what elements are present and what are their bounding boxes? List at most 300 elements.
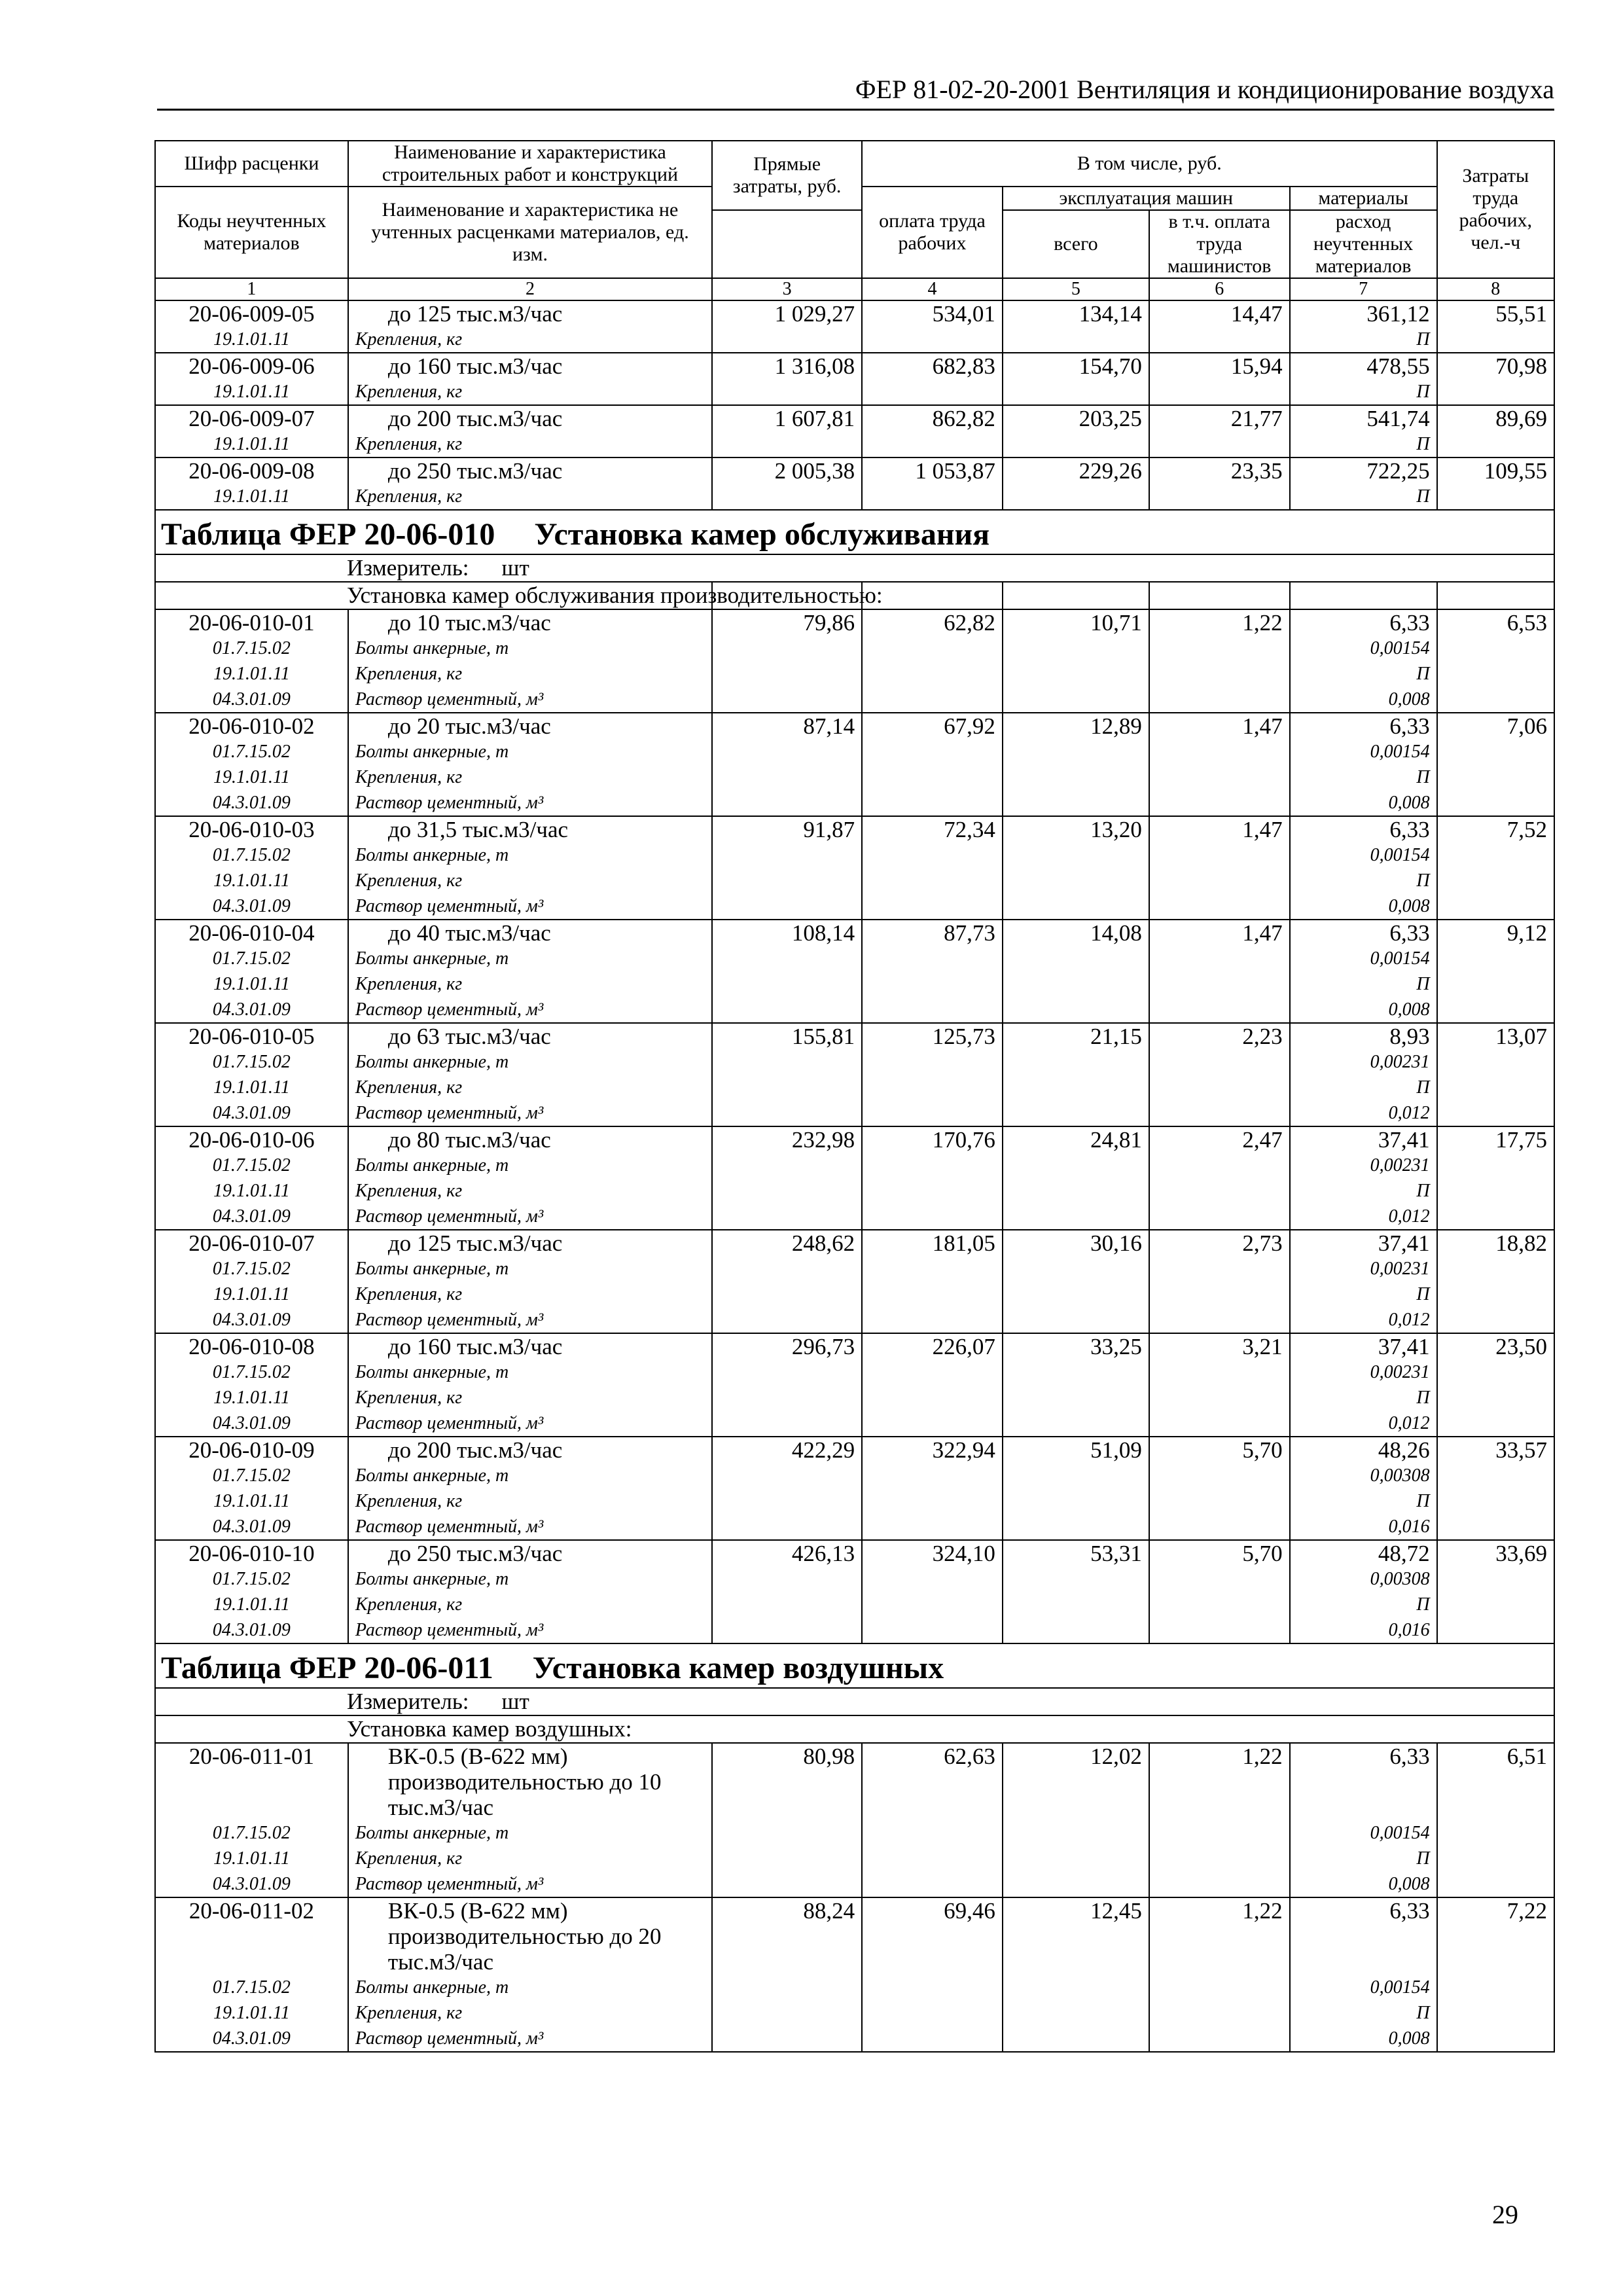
empty-cell bbox=[1437, 1282, 1554, 1307]
empty-cell bbox=[1149, 1385, 1290, 1410]
material-code: 19.1.01.11 bbox=[155, 1178, 348, 1204]
rate-direct: 79,86 bbox=[712, 609, 862, 636]
rate-labor: 18,82 bbox=[1437, 1230, 1554, 1256]
material-qty: 0,00154 bbox=[1290, 1820, 1437, 1846]
material-name: Крепления, кг bbox=[348, 431, 712, 457]
rate-mach-wage: 1,47 bbox=[1149, 920, 1290, 946]
rate-mach-wage: 1,22 bbox=[1149, 1897, 1290, 1975]
material-row bbox=[155, 1049, 1554, 1075]
rate-mach: 51,09 bbox=[1003, 1437, 1149, 1463]
rate-name bbox=[348, 1897, 712, 1975]
empty-cell bbox=[712, 1410, 862, 1437]
material-name: Болты анкерные, т bbox=[348, 842, 712, 868]
empty-cell bbox=[1437, 661, 1554, 687]
material-row bbox=[155, 946, 1554, 971]
material-qty: 0,008 bbox=[1290, 2026, 1437, 2052]
rate-code: 20-06-010-04 bbox=[155, 920, 348, 946]
rate-mat: 478,55 bbox=[1290, 353, 1437, 379]
material-code: 19.1.01.11 bbox=[155, 1385, 348, 1410]
col-materials-sub-header: расход неучтенных материалов bbox=[1290, 210, 1437, 278]
rate-mach-wage: 1,22 bbox=[1149, 1743, 1290, 1820]
empty-cell bbox=[862, 739, 1003, 764]
empty-cell bbox=[1437, 1178, 1554, 1204]
empty-cell bbox=[1149, 1592, 1290, 1617]
material-row bbox=[155, 1463, 1554, 1488]
rate-mach: 12,89 bbox=[1003, 713, 1149, 739]
material-name: Раствор цементный, м³ bbox=[348, 687, 712, 713]
empty-cell bbox=[1149, 2000, 1290, 2026]
rate-mach: 21,15 bbox=[1003, 1023, 1149, 1049]
empty-cell bbox=[1003, 893, 1149, 920]
document-title: ФЕР 81-02-20-2001 Вентиляция и кондиционирование воздуха bbox=[855, 75, 1554, 104]
rate-name-line: ВК-0.5 (В-622 мм) bbox=[387, 1744, 568, 1769]
material-code: 19.1.01.11 bbox=[155, 764, 348, 790]
material-row bbox=[155, 2026, 1554, 2052]
empty-cell bbox=[1149, 1410, 1290, 1437]
rate-direct: 1 029,27 bbox=[712, 300, 862, 327]
empty-cell bbox=[1003, 1514, 1149, 1540]
rate-wage: 67,92 bbox=[862, 713, 1003, 739]
empty-cell bbox=[1149, 868, 1290, 893]
rate-direct: 296,73 bbox=[712, 1333, 862, 1359]
empty-cell bbox=[862, 1410, 1003, 1437]
material-name: Крепления, кг bbox=[348, 1178, 712, 1204]
col-direct-header: Прямые затраты, руб. bbox=[712, 141, 862, 210]
rate-row bbox=[155, 816, 1554, 842]
empty-cell bbox=[712, 1359, 862, 1385]
empty-cell bbox=[1003, 997, 1149, 1023]
measure-label: Измеритель: bbox=[347, 1689, 469, 1714]
empty-cell bbox=[1149, 2026, 1290, 2052]
rate-mat: 37,41 bbox=[1290, 1126, 1437, 1153]
empty-cell bbox=[712, 739, 862, 764]
material-qty: 0,00308 bbox=[1290, 1463, 1437, 1488]
empty-cell bbox=[862, 1282, 1003, 1307]
rate-mat: 6,33 bbox=[1290, 920, 1437, 946]
material-qty: П bbox=[1290, 764, 1437, 790]
empty-cell bbox=[862, 1307, 1003, 1333]
rate-wage: 72,34 bbox=[862, 816, 1003, 842]
empty-cell bbox=[1437, 2000, 1554, 2026]
empty-cell bbox=[862, 1204, 1003, 1230]
empty-cell bbox=[712, 1463, 862, 1488]
empty-cell bbox=[1149, 1256, 1290, 1282]
material-name: Раствор цементный, м³ bbox=[348, 997, 712, 1023]
measure-unit: шт bbox=[501, 555, 529, 581]
rate-mach: 12,02 bbox=[1003, 1743, 1149, 1820]
rate-row bbox=[155, 1023, 1554, 1049]
empty-cell bbox=[862, 484, 1003, 510]
empty-cell bbox=[1437, 1617, 1554, 1643]
empty-cell bbox=[1149, 1975, 1290, 2000]
rate-code: 20-06-010-09 bbox=[155, 1437, 348, 1463]
empty-cell bbox=[712, 868, 862, 893]
material-qty: П bbox=[1290, 661, 1437, 687]
material-code: 04.3.01.09 bbox=[155, 1514, 348, 1540]
rate-labor: 89,69 bbox=[1437, 405, 1554, 431]
material-code: 04.3.01.09 bbox=[155, 997, 348, 1023]
rate-wage: 324,10 bbox=[862, 1540, 1003, 1566]
rate-name-line: производительностью до 20 bbox=[387, 1924, 662, 1949]
empty-cell bbox=[1149, 764, 1290, 790]
empty-cell bbox=[862, 1075, 1003, 1100]
rate-mach: 10,71 bbox=[1003, 609, 1149, 636]
material-name: Болты анкерные, т bbox=[348, 1975, 712, 2000]
material-name: Крепления, кг bbox=[348, 1846, 712, 1871]
rate-name-line: тыс.м3/час bbox=[387, 1949, 493, 1975]
empty-cell bbox=[1003, 1385, 1149, 1410]
empty-cell bbox=[1149, 997, 1290, 1023]
empty-cell bbox=[862, 1488, 1003, 1514]
empty-cell bbox=[1437, 431, 1554, 457]
empty-cell bbox=[1003, 1359, 1149, 1385]
rate-name bbox=[348, 1743, 712, 1820]
empty-cell bbox=[1149, 661, 1290, 687]
empty-cell bbox=[1003, 379, 1149, 405]
rate-mat: 48,26 bbox=[1290, 1437, 1437, 1463]
empty-cell bbox=[1003, 1153, 1149, 1178]
empty-cell bbox=[862, 2026, 1003, 2052]
rate-mat: 541,74 bbox=[1290, 405, 1437, 431]
rate-direct: 155,81 bbox=[712, 1023, 862, 1049]
rate-mach-wage: 23,35 bbox=[1149, 457, 1290, 484]
material-name: Раствор цементный, м³ bbox=[348, 1514, 712, 1540]
material-name: Крепления, кг bbox=[348, 1282, 712, 1307]
empty-cell bbox=[862, 842, 1003, 868]
empty-cell bbox=[712, 431, 862, 457]
material-row bbox=[155, 431, 1554, 457]
empty-cell bbox=[1437, 379, 1554, 405]
empty-cell bbox=[1003, 1100, 1149, 1126]
material-row bbox=[155, 1178, 1554, 1204]
empty-cell bbox=[1149, 1359, 1290, 1385]
rate-name: до 40 тыс.м3/час bbox=[348, 920, 712, 946]
material-qty: 0,016 bbox=[1290, 1617, 1437, 1643]
empty-cell bbox=[1003, 2000, 1149, 2026]
empty-cell bbox=[1437, 997, 1554, 1023]
material-code: 19.1.01.11 bbox=[155, 661, 348, 687]
empty-cell bbox=[862, 1514, 1003, 1540]
rate-wage: 62,82 bbox=[862, 609, 1003, 636]
rate-name: до 125 тыс.м3/час bbox=[348, 1230, 712, 1256]
empty-cell bbox=[862, 2000, 1003, 2026]
rate-direct: 1 316,08 bbox=[712, 353, 862, 379]
empty-cell bbox=[712, 1617, 862, 1643]
material-code: 19.1.01.11 bbox=[155, 1488, 348, 1514]
col-name-header: Наименование и характеристика строительных работ и конструкций bbox=[348, 141, 712, 187]
rate-labor: 7,52 bbox=[1437, 816, 1554, 842]
rate-direct: 232,98 bbox=[712, 1126, 862, 1153]
material-row bbox=[155, 1256, 1554, 1282]
empty-cell bbox=[862, 327, 1003, 353]
material-name: Крепления, кг bbox=[348, 1488, 712, 1514]
material-row bbox=[155, 764, 1554, 790]
material-name: Болты анкерные, т bbox=[348, 946, 712, 971]
material-name: Крепления, кг bbox=[348, 868, 712, 893]
empty-cell bbox=[712, 1592, 862, 1617]
empty-cell bbox=[862, 971, 1003, 997]
empty-cell bbox=[862, 1617, 1003, 1643]
col-incl-header: В том числе, руб. bbox=[862, 141, 1437, 187]
material-name: Болты анкерные, т bbox=[348, 1820, 712, 1846]
col-num: 4 bbox=[862, 278, 1003, 300]
empty-cell bbox=[1149, 1100, 1290, 1126]
empty-cell bbox=[862, 636, 1003, 661]
table-title-label: Таблица ФЕР 20-06-011 bbox=[161, 1651, 493, 1685]
rate-code: 20-06-010-08 bbox=[155, 1333, 348, 1359]
empty-cell bbox=[712, 1178, 862, 1204]
material-qty: 0,012 bbox=[1290, 1204, 1437, 1230]
empty-cell bbox=[1437, 1385, 1554, 1410]
rate-code: 20-06-009-05 bbox=[155, 300, 348, 327]
empty-cell bbox=[1437, 1307, 1554, 1333]
rate-mat: 6,33 bbox=[1290, 1743, 1437, 1820]
empty-cell bbox=[1003, 1410, 1149, 1437]
col-machines-wage-header: в т.ч. оплата труда машинистов bbox=[1149, 210, 1290, 278]
material-qty: 0,008 bbox=[1290, 893, 1437, 920]
rate-mach: 24,81 bbox=[1003, 1126, 1149, 1153]
empty-cell bbox=[1149, 946, 1290, 971]
empty-cell bbox=[862, 1463, 1003, 1488]
material-code: 19.1.01.11 bbox=[155, 379, 348, 405]
material-row bbox=[155, 971, 1554, 997]
empty-cell bbox=[1437, 1153, 1554, 1178]
empty-cell bbox=[1003, 971, 1149, 997]
rate-mach: 12,45 bbox=[1003, 1897, 1149, 1975]
empty-cell bbox=[712, 1846, 862, 1871]
material-qty: 0,00231 bbox=[1290, 1049, 1437, 1075]
empty-cell bbox=[1437, 1488, 1554, 1514]
empty-cell bbox=[862, 1385, 1003, 1410]
empty-cell bbox=[1003, 1846, 1149, 1871]
empty-cell bbox=[1437, 971, 1554, 997]
empty-cell bbox=[862, 1100, 1003, 1126]
empty-cell bbox=[1003, 1617, 1149, 1643]
empty-cell bbox=[1003, 790, 1149, 816]
section-009-body bbox=[155, 300, 1554, 510]
empty-cell bbox=[862, 1975, 1003, 2000]
empty-cell bbox=[1003, 1049, 1149, 1075]
material-name: Крепления, кг bbox=[348, 2000, 712, 2026]
material-row bbox=[155, 661, 1554, 687]
rate-name-line: ВК-0.5 (В-622 мм) bbox=[387, 1898, 568, 1924]
rate-mat: 6,33 bbox=[1290, 816, 1437, 842]
rate-direct: 88,24 bbox=[712, 1897, 862, 1975]
empty-cell bbox=[1149, 739, 1290, 764]
empty-cell bbox=[862, 790, 1003, 816]
col-labor-header: Затраты труда рабочих, чел.-ч bbox=[1437, 141, 1554, 278]
material-qty: 0,012 bbox=[1290, 1100, 1437, 1126]
rate-mat: 722,25 bbox=[1290, 457, 1437, 484]
material-name: Раствор цементный, м³ bbox=[348, 1307, 712, 1333]
empty-cell bbox=[1003, 946, 1149, 971]
material-qty: П bbox=[1290, 1178, 1437, 1204]
empty-cell bbox=[1003, 1592, 1149, 1617]
rate-direct: 2 005,38 bbox=[712, 457, 862, 484]
material-name: Болты анкерные, т bbox=[348, 1463, 712, 1488]
rate-name: до 160 тыс.м3/час bbox=[348, 1333, 712, 1359]
material-row bbox=[155, 1846, 1554, 1871]
rate-direct: 422,29 bbox=[712, 1437, 862, 1463]
material-code: 04.3.01.09 bbox=[155, 1204, 348, 1230]
rate-labor: 33,69 bbox=[1437, 1540, 1554, 1566]
empty-cell bbox=[1437, 1100, 1554, 1126]
rate-mat: 37,41 bbox=[1290, 1333, 1437, 1359]
empty-cell bbox=[712, 2026, 862, 2052]
rate-row bbox=[155, 300, 1554, 327]
rate-wage: 125,73 bbox=[862, 1023, 1003, 1049]
material-row bbox=[155, 1820, 1554, 1846]
empty-cell bbox=[712, 1566, 862, 1592]
rate-name: до 250 тыс.м3/час bbox=[348, 457, 712, 484]
material-row bbox=[155, 1100, 1554, 1126]
empty-cell bbox=[1437, 1049, 1554, 1075]
rate-name: до 125 тыс.м3/час bbox=[348, 300, 712, 327]
empty-cell bbox=[712, 764, 862, 790]
rate-labor: 13,07 bbox=[1437, 1023, 1554, 1049]
empty-cell bbox=[1003, 1566, 1149, 1592]
rate-wage: 322,94 bbox=[862, 1437, 1003, 1463]
rate-name: до 80 тыс.м3/час bbox=[348, 1126, 712, 1153]
rate-code: 20-06-009-07 bbox=[155, 405, 348, 431]
empty-cell bbox=[1003, 764, 1149, 790]
rate-labor: 7,22 bbox=[1437, 1897, 1554, 1975]
rate-code: 20-06-010-10 bbox=[155, 1540, 348, 1566]
rate-name: до 200 тыс.м3/час bbox=[348, 405, 712, 431]
rate-mat: 6,33 bbox=[1290, 1897, 1437, 1975]
empty-cell bbox=[1437, 327, 1554, 353]
material-name: Крепления, кг bbox=[348, 484, 712, 510]
material-row bbox=[155, 1075, 1554, 1100]
empty-cell bbox=[1437, 1359, 1554, 1385]
empty-cell bbox=[1003, 636, 1149, 661]
material-code: 04.3.01.09 bbox=[155, 1307, 348, 1333]
measure-label: Измеритель: bbox=[347, 555, 469, 581]
material-row bbox=[155, 1359, 1554, 1385]
empty-cell bbox=[712, 1204, 862, 1230]
material-name: Крепления, кг bbox=[348, 379, 712, 405]
table-011-body bbox=[155, 1743, 1554, 2052]
empty-cell bbox=[712, 971, 862, 997]
empty-cell bbox=[1149, 1204, 1290, 1230]
empty-cell bbox=[862, 1592, 1003, 1617]
rate-mach-wage: 1,22 bbox=[1149, 609, 1290, 636]
material-code: 01.7.15.02 bbox=[155, 1256, 348, 1282]
material-name: Болты анкерные, т bbox=[348, 1153, 712, 1178]
empty-cell bbox=[1003, 1488, 1149, 1514]
material-row bbox=[155, 1282, 1554, 1307]
empty-cell bbox=[862, 661, 1003, 687]
empty-cell bbox=[862, 1359, 1003, 1385]
empty-cell bbox=[1149, 379, 1290, 405]
empty-cell bbox=[1149, 327, 1290, 353]
empty-cell bbox=[862, 997, 1003, 1023]
empty-cell bbox=[862, 946, 1003, 971]
material-qty: П bbox=[1290, 971, 1437, 997]
rate-mach-wage: 14,47 bbox=[1149, 300, 1290, 327]
material-code: 04.3.01.09 bbox=[155, 1871, 348, 1897]
material-row bbox=[155, 1617, 1554, 1643]
material-code: 19.1.01.11 bbox=[155, 327, 348, 353]
material-row bbox=[155, 1153, 1554, 1178]
empty-cell bbox=[1149, 1153, 1290, 1178]
material-code: 19.1.01.11 bbox=[155, 2000, 348, 2026]
empty-cell bbox=[712, 1256, 862, 1282]
rate-wage: 1 053,87 bbox=[862, 457, 1003, 484]
empty-cell bbox=[1437, 1871, 1554, 1897]
rate-mat: 6,33 bbox=[1290, 609, 1437, 636]
empty-cell bbox=[1003, 431, 1149, 457]
empty-cell bbox=[1003, 1178, 1149, 1204]
empty-cell bbox=[1437, 1410, 1554, 1437]
rate-row bbox=[155, 405, 1554, 431]
empty-cell bbox=[1003, 661, 1149, 687]
material-code: 04.3.01.09 bbox=[155, 893, 348, 920]
material-name: Раствор цементный, м³ bbox=[348, 1100, 712, 1126]
material-qty: П bbox=[1290, 1075, 1437, 1100]
material-qty: П bbox=[1290, 1282, 1437, 1307]
rate-code: 20-06-010-02 bbox=[155, 713, 348, 739]
empty-cell bbox=[1003, 1282, 1149, 1307]
rate-name-line: производительностью до 10 bbox=[387, 1769, 662, 1795]
rate-code: 20-06-010-06 bbox=[155, 1126, 348, 1153]
rate-wage: 181,05 bbox=[862, 1230, 1003, 1256]
rate-mat: 37,41 bbox=[1290, 1230, 1437, 1256]
rate-mat: 361,12 bbox=[1290, 300, 1437, 327]
material-name: Крепления, кг bbox=[348, 764, 712, 790]
rate-wage: 226,07 bbox=[862, 1333, 1003, 1359]
material-code: 19.1.01.11 bbox=[155, 971, 348, 997]
material-name: Крепления, кг bbox=[348, 661, 712, 687]
empty-cell bbox=[712, 1975, 862, 2000]
material-code: 04.3.01.09 bbox=[155, 687, 348, 713]
material-qty: П bbox=[1290, 1592, 1437, 1617]
empty-cell bbox=[1437, 687, 1554, 713]
material-name: Крепления, кг bbox=[348, 1385, 712, 1410]
rate-direct: 80,98 bbox=[712, 1743, 862, 1820]
rate-wage: 87,73 bbox=[862, 920, 1003, 946]
material-row bbox=[155, 1410, 1554, 1437]
rate-row bbox=[155, 353, 1554, 379]
rate-mach: 203,25 bbox=[1003, 405, 1149, 431]
material-code: 01.7.15.02 bbox=[155, 1566, 348, 1592]
empty-cell bbox=[1149, 1075, 1290, 1100]
material-qty: 0,008 bbox=[1290, 687, 1437, 713]
col-num: 5 bbox=[1003, 278, 1149, 300]
rate-name: до 63 тыс.м3/час bbox=[348, 1023, 712, 1049]
rate-code: 20-06-009-08 bbox=[155, 457, 348, 484]
empty-cell bbox=[712, 2000, 862, 2026]
empty-cell bbox=[712, 842, 862, 868]
material-qty: 0,008 bbox=[1290, 997, 1437, 1023]
material-row bbox=[155, 868, 1554, 893]
rate-mach: 30,16 bbox=[1003, 1230, 1149, 1256]
rate-wage: 69,46 bbox=[862, 1897, 1003, 1975]
material-name: Болты анкерные, т bbox=[348, 636, 712, 661]
col-num: 8 bbox=[1437, 278, 1554, 300]
material-code: 01.7.15.02 bbox=[155, 1975, 348, 2000]
rate-row bbox=[155, 609, 1554, 636]
empty-cell bbox=[1149, 971, 1290, 997]
empty-cell bbox=[1149, 484, 1290, 510]
empty-cell bbox=[1437, 2026, 1554, 2052]
material-code: 04.3.01.09 bbox=[155, 1410, 348, 1437]
rate-name: до 20 тыс.м3/час bbox=[348, 713, 712, 739]
rate-direct: 1 607,81 bbox=[712, 405, 862, 431]
rate-mach-wage: 15,94 bbox=[1149, 353, 1290, 379]
empty-cell bbox=[1437, 1514, 1554, 1540]
empty-cell bbox=[1003, 1463, 1149, 1488]
